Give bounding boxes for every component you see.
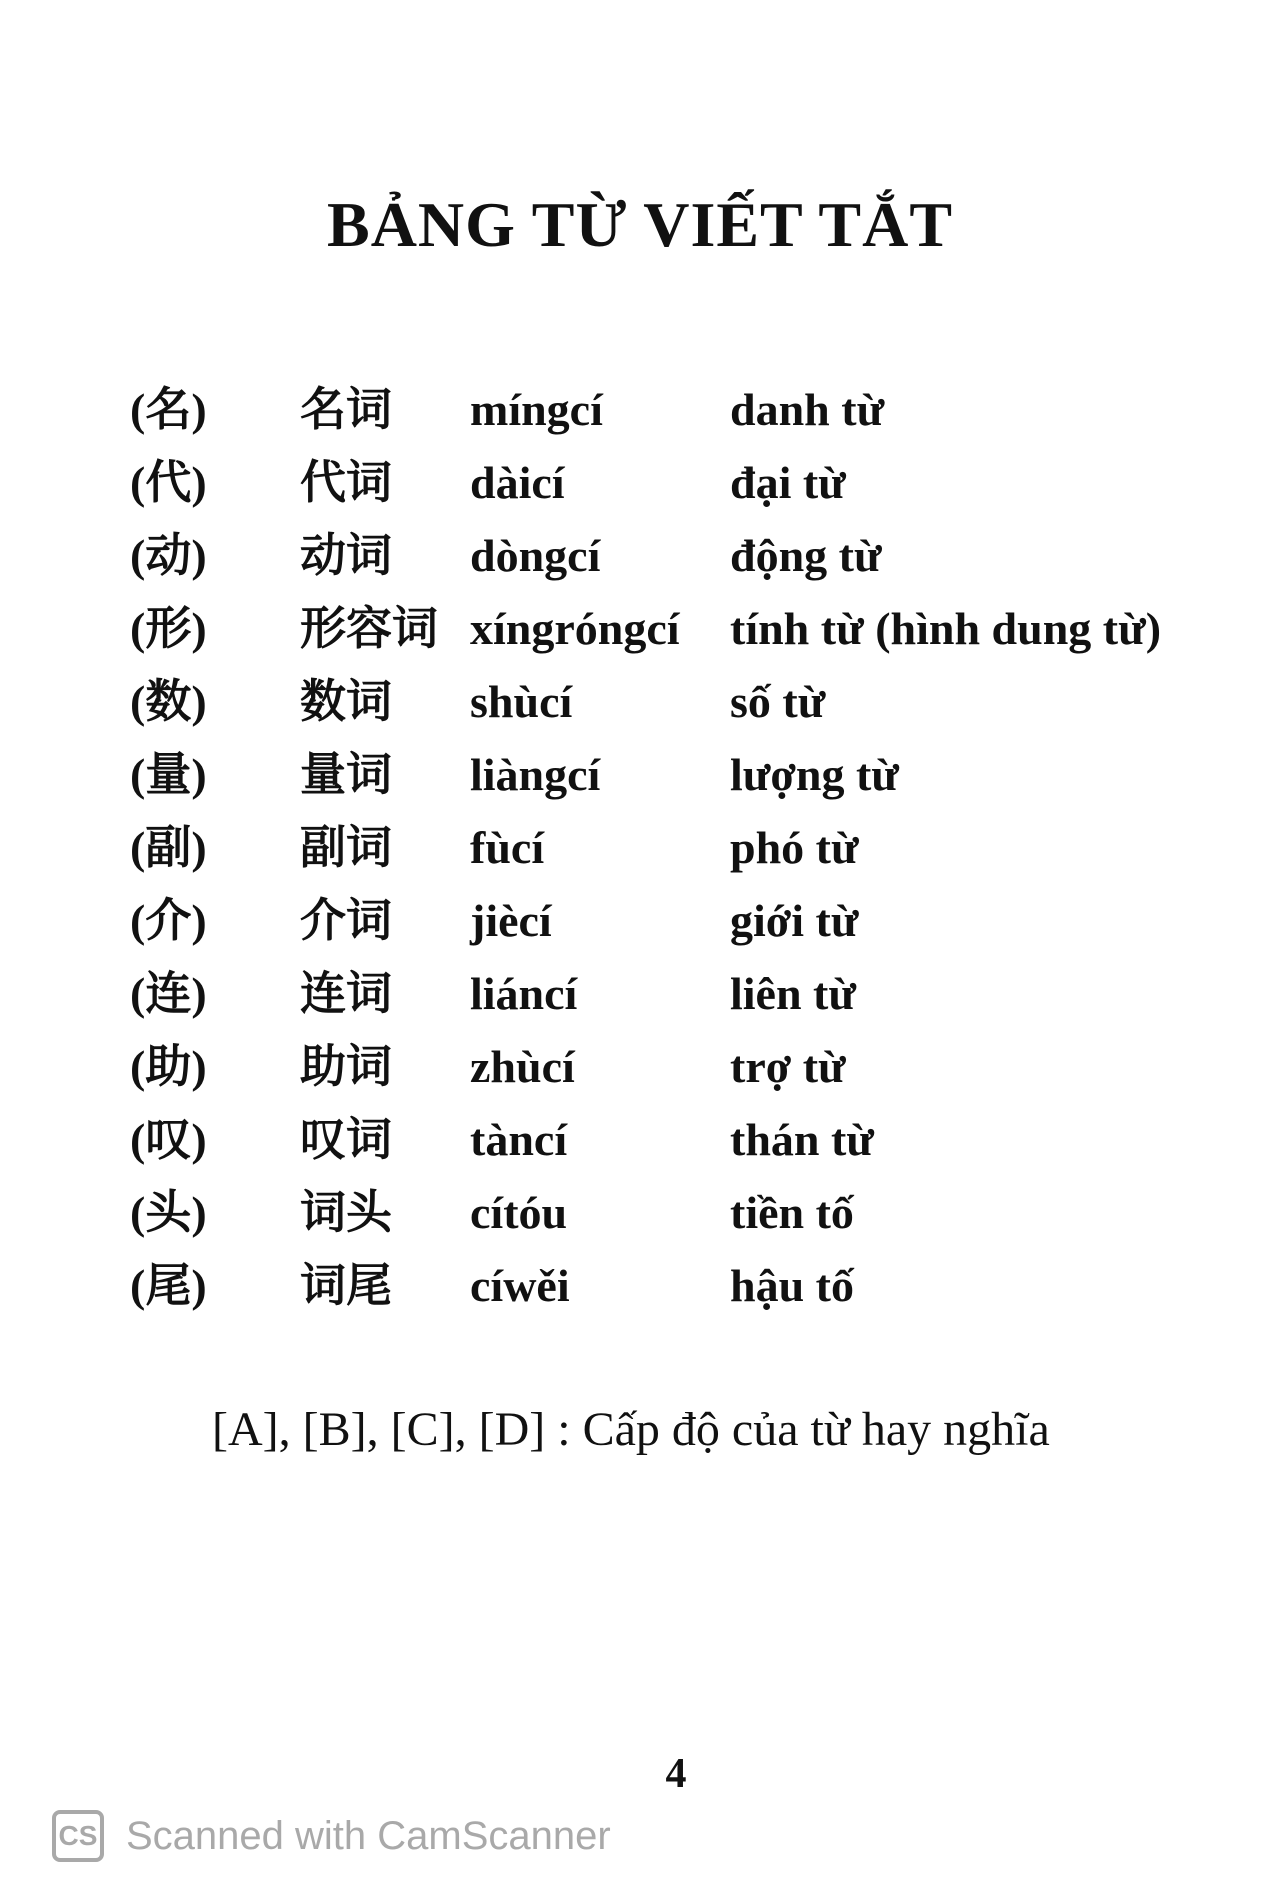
meaning-cell: thán từ [730,1114,874,1165]
abbreviation-cell: (名) [130,384,207,435]
abbreviation-cell: (介) [130,895,207,946]
abbreviation-cell: (形) [130,603,207,654]
pinyin-cell: jiècí [470,895,552,946]
meaning-cell: lượng từ [730,749,899,800]
hanzi-cell: 数词 [300,676,392,727]
abbreviation-cell: (助) [130,1041,207,1092]
abbreviation-row [130,1183,1190,1256]
hanzi-cell: 词头 [300,1187,392,1238]
meaning-cell: phó từ [730,822,859,873]
pinyin-cell: xíngróngcí [470,603,680,654]
pinyin-cell: cítóu [470,1187,568,1238]
abbreviation-row [130,818,1190,891]
abbreviation-cell: (尾) [130,1260,207,1311]
hanzi-cell: 连词 [300,968,392,1019]
hanzi-cell: 量词 [300,749,392,800]
abbreviation-cell: (数) [130,676,207,727]
abbreviation-row [130,745,1190,818]
meaning-cell: đại từ [730,457,846,508]
pinyin-cell: shùcí [470,676,573,727]
meaning-cell: tiền tố [730,1187,854,1238]
pinyin-cell: zhùcí [470,1041,575,1092]
pinyin-cell: dòngcí [470,530,601,581]
abbreviation-cell: (叹) [130,1114,207,1165]
pinyin-cell: cíwěi [470,1260,570,1311]
abbreviation-row [130,526,1190,599]
pinyin-cell: liàngcí [470,749,601,800]
meaning-cell: tính từ (hình dung từ) [730,603,1162,654]
camscanner-logo-icon: CS [52,1810,104,1862]
meaning-cell: động từ [730,530,882,581]
meaning-cell: trợ từ [730,1041,846,1092]
abbreviation-cell: (头) [130,1187,207,1238]
pinyin-cell: dàicí [470,457,565,508]
scanner-watermark [52,1808,611,1864]
abbreviation-cell: (量) [130,749,207,800]
hanzi-cell: 名词 [300,384,392,435]
meaning-cell: giới từ [730,895,859,946]
hanzi-cell: 形容词 [300,603,438,654]
hanzi-cell: 词尾 [300,1260,392,1311]
abbreviation-row [130,1256,1190,1329]
abbreviation-table [130,380,1190,1329]
abbreviation-cell: (连) [130,968,207,1019]
pinyin-cell: tàncí [470,1114,568,1165]
hanzi-cell: 助词 [300,1041,392,1092]
hanzi-cell: 叹词 [300,1114,392,1165]
pinyin-cell: liáncí [470,968,578,1019]
pinyin-cell: míngcí [470,384,603,435]
meaning-cell: danh từ [730,384,885,435]
abbreviation-cell: (代) [130,457,207,508]
level-note: [A], [B], [C], [D] : Cấp độ của từ hay nghĩa [212,1403,1050,1456]
abbreviation-row [130,380,1190,453]
pinyin-cell: fùcí [470,822,545,873]
abbreviation-row [130,1037,1190,1110]
meaning-cell: hậu tố [730,1260,854,1311]
meaning-cell: liên từ [730,968,856,1019]
abbreviation-cell: (副) [130,822,207,873]
abbreviation-row [130,672,1190,745]
page-number: 4 [665,1751,687,1797]
hanzi-cell: 代词 [300,457,392,508]
abbreviation-row [130,891,1190,964]
abbreviation-row [130,599,1190,672]
hanzi-cell: 动词 [300,530,392,581]
hanzi-cell: 副词 [300,822,392,873]
abbreviation-row [130,1110,1190,1183]
abbreviation-row [130,453,1190,526]
watermark-text: Scanned with CamScanner [126,1813,611,1858]
meaning-cell: số từ [730,676,826,727]
abbreviation-row [130,964,1190,1037]
page-title: BẢNG TỪ VIẾT TẮT [327,189,953,260]
hanzi-cell: 介词 [300,895,392,946]
abbreviation-cell: (动) [130,530,207,581]
